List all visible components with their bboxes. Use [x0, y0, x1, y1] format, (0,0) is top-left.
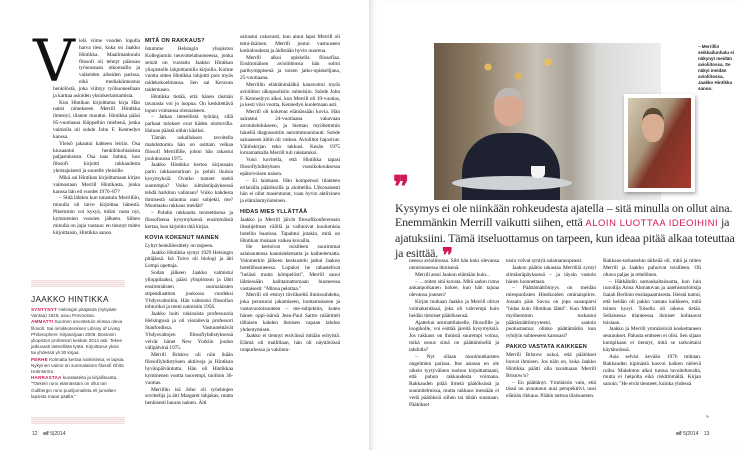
paragraph: Lyhyt henkilöesittely on tarpeen. — [145, 242, 214, 249]
section-heading: MITÄ ON RAKKAUS? — [145, 38, 205, 44]
bio-divider-bottom — [31, 417, 125, 424]
paragraph: Merrillin elämänmäälkä kanavoitui myös avioliiton ulkopuolisiin suhteisiin. Suhde John F. Kennedyyn alkoi, kun Merrill oli 19-vuotias, ja kesti viisi vuotta, Kennedyn kuolemaan asti. — [240, 81, 340, 109]
page-footer-right — [676, 431, 709, 437]
paragraph: Kun Hintikan kirjoittama kirja Hän naitsi nimekseen Merrill Hintikka ilmestyi, tilanne muuttui. Hintikka pääsi 85-vuotiaana lööppeihin miehenä, jonka vaimolla oli suhde John F. Kennedyn kanssa. — [53, 99, 140, 140]
paragraph: Istumme Helsingin yliopiston Kollegiumin neuvottelahuoneessa, jonka seinät on vuorattu Jaakko Hintikan yliopistolle lahjoittamilla kirjoilla. Kolme vuotta sitten Hintikka lahjoitti pois myös taidekokoelmansa. Sen sai Keravan taidemuseo. — [145, 46, 233, 94]
page-number: 12 — [32, 431, 38, 437]
bio-born: Helsingin pitäjässä (nykyään Vantaa) 1929, asuu Porvoossa. — [31, 307, 117, 319]
paragraph: Ajattelun ammattilaiselle, filosofille ja loogikolle, voi esittää järeitä kysymyksiä. Jos rakkaus on ihmistä suurempi voima, mikä osuus siinä on päättämisellä ja tahdolla? — [409, 319, 499, 353]
paragraph: Jaakko ja Merrill ymmärsivät koskettaneen seuraukset. Paluuta entiseen ei olisi. Sen sijaan kumpikaan ei tiennyt, mitä se tarkoittaisi käytännössä. — [603, 326, 701, 353]
paragraph: Merrill alkoi opiskella filosofiaa. Ensimmäisen avioliittonsa hän solmi parikymppisenä ja toisen jatko-opiskelijana, 25-vuotiaana. — [240, 54, 340, 82]
article-column-2 — [145, 34, 233, 407]
paragraph: Merrillin isä John oli työehtojen sovittelija ja äiti Margaret lahjakas, mutta henkisesti hauras nainen. Äiti — [145, 386, 233, 407]
paragraph: – Jatkaa tieteellistä työtäni, sillä parhaat tulokset ovat käden ulottuvilla. Haluan päästä niihin käsiksi. — [145, 114, 233, 135]
bio-profession: Suomen arvostetuin elossa oleva filosofi. Sai nimikkoteoksen Library of Living Philosophers -kirjasarjaan 2006. Bostonin yliopiston professori keskän 2014 asti. Tekee jatkuvasti tieteellistä työtä. Kirjoittanut yksin tai yhdessä yli 30 kirjaa. — [31, 319, 123, 356]
paragraph: Merrill oli kokenut elämässään kovia. Hän sairastui 24-vuotiaana vakavaan aivotulehdukseen, ja hieman myöhemmin hänellä diagnosoitiin autoimmuunitauti. Suhde sairaaseen äitiin oli vaikea. Avioliitot hajosivat. Väitöskirjan teko takkusi. Kesän 1975 lomamatkalla Merrill tuli raiskatuksi. — [240, 109, 340, 157]
bio-label-profession: AMMATTI — [31, 319, 54, 325]
paragraph: Merrill astui Jaakon elämään kuin... — [415, 271, 490, 278]
paragraph: – Hätkähdin samankaltaisuutta, kun luin runoilija Anna Ahmatovan ja aatehistorioitsija Isaiah Berlinin ensitapaamisesta. Heistä tuntui, että heidän oli pakko vastata kaikkeen, mitä toinen kysyi. Toisella oli oikeus tietää. Sellaisessa tilanteessa ihmiset kohtaavat toisiaan. — [603, 278, 701, 326]
paragraph: Merrill oli etsinyt tiiviikseltä ihmissuhdetta, joka perustuisi jakamiseen, luottamukseen ja vastavuoroisuuteen – me-subjektiin, kuten hänen oppi-isänsä Jean-Paul Sartre määritteli tällaisen kahden ihmisen vapaan tahdon yhdentymisen. — [240, 292, 340, 333]
paragraph: ielä viime vuoden lopulla harva tiesi, kuka on Jaakko Hintikka. Maailmankuulu filosofi oli tehnyt pääosan työurastaan ulkomailla ja vaikeiden aiheiden parissa, eikä mediakiinnostus henkilöstä, joka viihtyy työhuoneellaan ja karttaa asioiden yksinkertaistamista. — [53, 38, 140, 99]
paragraph: Tämän uskalluksen tavoitella mahdottomia hän on osittain velkaa filosofi Merrillille, johon hän rakastui joulukuussa 1975. — [145, 134, 233, 162]
quote-text-start: Kysymys ei ole niinkään rohkeudesta ajatella – sitä minulla on ollut aina. Enemmänkin Merrill vaikutti siihen, että — [395, 201, 733, 229]
bio-label-family: PERHE — [31, 356, 48, 362]
bio-hobbies: kuvataiteita ja kirjallisuutta. "Tärkein runo elämässäni on ollut Ian Gullbergin runo puolijumalista eli jumalten lapsista maan päällä." — [31, 375, 118, 399]
paragraph: Jaakko ja Merrill jäivät filosofikonferenssin iltaohjelman välillä ja vaihtoivat kuulumisia hotellin baarissa. Tapahtui jotakin, mitä on Hintikan mukaan vaikea kuvailla. — [240, 217, 340, 244]
article-column-3 — [240, 34, 340, 354]
right-page — [369, 0, 738, 450]
bio-name: JAAKKO HINTIKKA — [31, 294, 109, 304]
paragraph: Hintikka tietää, että hänen täsmän tavarasta voi jo luopua. On keskitettävä lopun voimansa olennaiseen. — [145, 93, 233, 114]
paragraph: Jaakon päätös rakastaa Merrilliä syntyi silmänräpäyksessä – ja täysin vastoin hänen luonnettaan. — [506, 264, 596, 285]
section-heading: PAKKO VASTATA KAIKKEEN — [506, 344, 588, 351]
inset-photo-merrill — [624, 94, 695, 192]
page-number: 13 — [703, 431, 710, 437]
bio-label-hobbies: HARRASTAA — [31, 375, 62, 381]
paragraph: tosin voivat syntyä salamannopeasti. — [506, 258, 583, 264]
paragraph: Jaakko Hintikka syntyi 1929 Helsingin pitäjässä. Isä Toivo oli biologi ja äiti Lempi opettaja. — [145, 249, 233, 270]
paragraph: – ... miten sitä kuvata. Mitä sadun ruma ankanpoikanen kokee, kun hän tajuaa olevansa joutsen? — [409, 278, 499, 299]
paragraph: – Päättämättömyys on meidän miespuolisten Hintikoiden ominaispiirre. Jossain päin Savoa on jopa sananparsi "hidas kuin Hintikan lähtö". Kun Merrill myöhemmin tuskastui päättämättömyyteeni, saatoin puolustautua: olinko päättämätön kun ryhdyin suhteeseen kanssasi? — [506, 285, 596, 340]
page-footer-left — [32, 431, 65, 437]
paragraph: Jaakko ei tiennyt etsivänsä mitään erityistä. Elämä oli mallillaan, hän oli näyttävässä urapurkessa ja vakiintu- — [240, 333, 340, 354]
paragraph: Sodan jälkeen Jaakko valmistui ylioppilaaksi, pääsi yliopistoon ja lähti ensimmäisten suomalaisten stipendiaattien joukossa vuodeksi Yhdysvaltoihin. Hän valmistui filosofian tohtoriksi ja meni naimisiin 1956. — [145, 270, 233, 311]
paragraph: Asia selvisi kevään 1976 mittaan. Rakkauden kipinästä kasvoi kaiken nielevä roihu. Mahdoton alkoi tuntua tavoiteltavalta, mutta ei helpolta eikä riskittömältä. Kirjan sanoin: "He eivät tienneet, kuinka yhdessä — [603, 353, 701, 388]
photo-caption: – Merrillin seikkailunhalu ei näkynyt meidän avioliitossa. Se näkyi meidän avioliitossa, Jaakko Hintikka sanoo. — [698, 44, 735, 91]
paragraph: – Nyt ollaan monimutkaisten ongelmien parissa. Itse asiassa en ole oikein tyytyväinen tuohon kirjoittamaani, että puhun rakkaudesta voimana. Rakkauden pitää ilmetä päätöksissä ja suunnitelmissa, mutta rakkaus inessään ei vedä päätöksiä siihen tai tähän suuntaan. Päätökset — [409, 353, 499, 408]
paragraph: – Pohdin rakkautta teoreettisena ja filosofisena kysymyksenä ensimmäistä kertaa, kun kirjoitin tätä kirjaa. — [145, 210, 233, 230]
issue-number: 5|2014 — [683, 431, 699, 437]
paragraph: Jaakko hoiti vakinaista professuuria Helsingissä ja oli vierailevia professori Stanfordissa. Vastuutehtävät Yhdysvaltojen filosofiyhdistyksessä veivät hänet New Yorkiin joulun välipäivinä 1975. — [145, 311, 233, 352]
paragraph: Kirjan mukaan Jaakko ja Merrill olivat voimakentässä, joka oli vahvempi kuin heidän tietoiset päätöksensä. — [409, 299, 499, 319]
section-heading: HIDAS MIES YLLÄTTÄÄ — [240, 209, 308, 216]
bio-label-born: SYNTYNYT — [31, 307, 58, 312]
drop-cap: V — [33, 27, 75, 95]
paragraph: Mikä sai Hintikan kirjoittamaan kirjan vaimostaan Merrill Hintikasta, jonka kanssa hän eli vuodet 1976–87? — [53, 174, 140, 195]
paragraph: – En päättänyt. Ymmärsin vain, että tässä on avautunut uusi perspektiivi, uusi elämän rikkaus. Päätin tarttua tilaisuuteen. — [506, 379, 596, 400]
paragraph: He kertoivat toisilleen suurimmat salaisuutensa kaunistelematta ja kaihtelematta. Valomerkin jälkeen keskustelu jatkui Jaakon hotellihuoneessa. Lopuksi he rakastelivat "helästi mutta kömpelösti". Merrill sanoi lähtiessään kaihtamattomaan huoneessa vastaisesti: "Minua pelottaa." — [240, 244, 340, 292]
article-column-6 — [603, 258, 701, 388]
paragraph: Rakkaus-tarkastelun tärkeää oli, mitä ja miten Merrill ja Jaakko puhuivat toisilleen. Oli oltava paljas ja rehellinen. — [603, 258, 701, 278]
quote-highlight: ALOIN LUOTTAA IDEOIHINI — [585, 218, 719, 229]
quote-text-end: ja ajatuksiini. Tämä itseluottamus on tarpeen, kun ideaa pitää alkaa toteuttaa ja esittää. — [395, 215, 735, 260]
paragraph: Voisi kuvitella, että Hintikka tapasi filosofiyhdistyksen vuosikokouksessa epätoivoisen naisen. — [240, 157, 340, 177]
magazine-logo: eℓ — [43, 431, 49, 437]
continue-arrow: » — [706, 414, 709, 420]
paragraph: Merrill Bristow oli niin ikään filosofiyhdistyksen aktiiveja ja Hintikan hyvänpäiväntuttu. Hän oli Hintikkaa kymmenen vuotta nuorempi, tuolloin 36-vuotias. — [145, 352, 233, 386]
bio-box — [31, 280, 125, 400]
bio-text — [31, 307, 125, 400]
quote-open-icon: ❞ — [393, 170, 410, 205]
paragraph: Jaakko Hintikka kertoo kirjassaan parin rakkaustarinan ja pohtii ikuisia kysymyksiä: Ovatko tunteet meitä suurempia? Voiko silmänräpäyksessä tehdä harkitun valinnan? Voiko kahdesta ihmisestä sulautua uusi subjekti, me? Muuttaako rakkaus meidät? — [145, 162, 233, 210]
issue-number: 5|2014 — [50, 431, 66, 437]
paragraph: – Ei lainkaan. Hän kompensoi tilanteen erilaisilla päätöksillä ja aloitteilla. Ulkonaisesti hän ei ollut masentunut, vaan hyvin aktiivinen ja elämänmyönteinen. — [240, 177, 340, 205]
magazine-logo: eℓ — [676, 431, 682, 437]
article-column-1 — [33, 27, 140, 236]
section-heading: KOVIA KOKENUT NAINEN — [145, 234, 219, 241]
paragraph: sairastui vakavasti, kun ainut lapsi Merrill oli teini-ikäinen. Merrill joutui vastuuseen kotitaloudesta ja äidistään hyvin nuorena. — [240, 34, 340, 54]
quote-close-icon: ❞ — [442, 243, 453, 267]
article-column-4 — [409, 258, 499, 409]
paragraph: Yleisö jakautui kahteen leiriin. Osa kiusaantui henkilökohtaisista paljastuksista. Osa taas ilahtui, kun filosofi kirjoitti rakkaudesta yleistajuisesti ja suurelle yleisölle. — [53, 140, 140, 175]
paragraph: – Siitä lähtien kun tutustuin Merrilliin, minulla oli tarve kirjoittaa hänestä. Pikemmin voi kysyä, miksi vasta nyt, kymmenien vuosien jälkeen. Siihen minulla on jopa vastaus: en tiennyt miten kirjoittaisin, Hintikka sanoo. — [53, 195, 140, 236]
paragraph: Merrill Bristow uskoi, että päätökset luovat ihmisen. Jos näin on, kuka Jaakko Hintikka päätti olla tavattuaan Merrill Bristow'n? — [506, 352, 596, 379]
bio-family: Kolmatta kertaa naimisissa, ei lapsia. Nykyinen vaimo on suomalainen filosofi Ghita Holmström. — [31, 356, 125, 375]
paragraph: neessa avioliitossa. Silti hän koki olevansa onnistuneessa ihmisenä. — [409, 258, 499, 271]
article-column-5 — [506, 258, 596, 400]
